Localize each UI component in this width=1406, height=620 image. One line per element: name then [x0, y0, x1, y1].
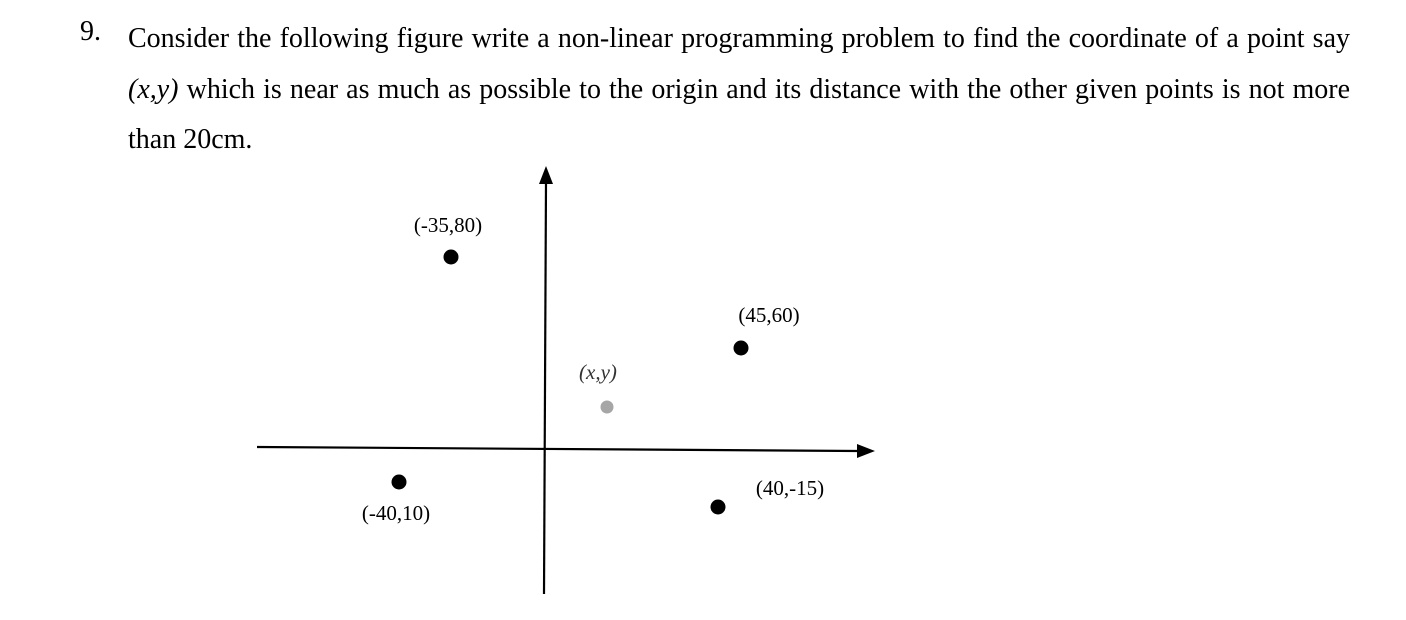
- point-label-neg35-80: (-35,80): [413, 213, 483, 237]
- question-number: 9.: [80, 16, 101, 47]
- point-marker-neg35-80: [444, 250, 459, 265]
- x-axis: [257, 447, 858, 451]
- question-text: [128, 14, 1350, 166]
- point-marker-xy: [601, 401, 614, 414]
- point-marker-neg40-10: [392, 475, 407, 490]
- point-label-neg40-10: (-40,10): [361, 501, 431, 525]
- question-text-after: which is near as much as possible to the origin and its distance with the other given points is not more than 20cm.: [128, 73, 1350, 155]
- x-axis-arrowhead: [857, 444, 875, 458]
- point-marker-45-60: [734, 341, 749, 356]
- point-label-40-neg15: (40,-15): [755, 476, 825, 500]
- y-axis: [544, 182, 546, 594]
- point-marker-40-neg15: [711, 500, 726, 515]
- question-text-before: Consider the following figure write a non-linear programming problem to find the coordinate of a point say: [128, 23, 1350, 54]
- point-label-xy: (x,y): [579, 360, 617, 384]
- question-text-coord: (x,y): [128, 73, 179, 105]
- y-axis-arrowhead: [539, 166, 553, 184]
- point-label-45-60: (45,60): [738, 303, 800, 327]
